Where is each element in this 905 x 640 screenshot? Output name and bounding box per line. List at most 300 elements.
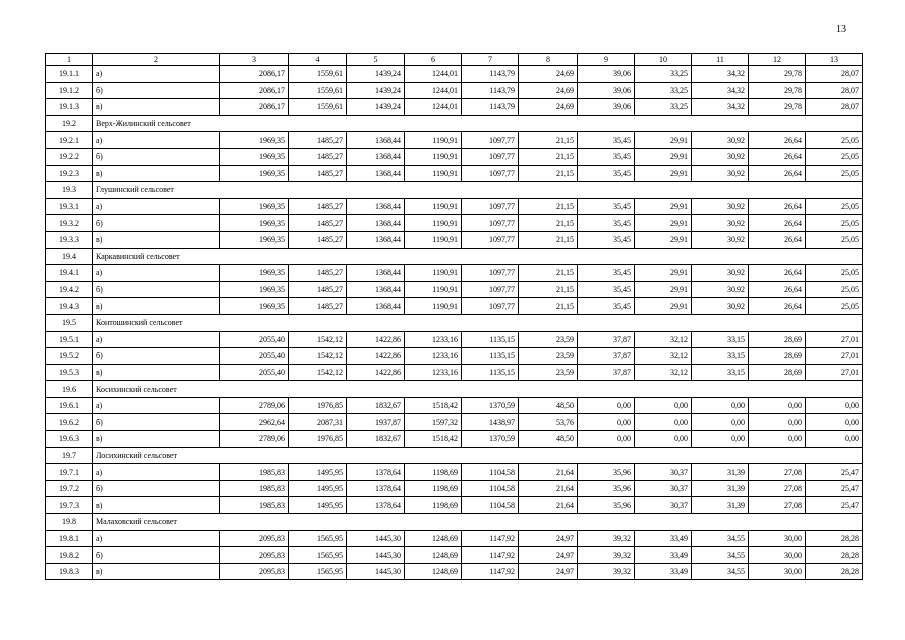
value-cell: 24,69 bbox=[519, 99, 578, 116]
value-cell: 1495,95 bbox=[289, 464, 347, 481]
value-cell: 1190,91 bbox=[405, 231, 462, 248]
value-cell: 34,55 bbox=[692, 547, 749, 564]
row-variant: б) bbox=[93, 82, 220, 99]
value-cell: 1559,61 bbox=[289, 99, 347, 116]
value-cell: 1244,01 bbox=[405, 99, 462, 116]
value-cell: 25,47 bbox=[806, 480, 863, 497]
value-cell: 21,15 bbox=[519, 215, 578, 232]
value-cell: 0,00 bbox=[578, 414, 635, 431]
value-cell: 29,78 bbox=[749, 82, 806, 99]
value-cell: 30,92 bbox=[692, 298, 749, 315]
value-cell: 1485,27 bbox=[289, 215, 347, 232]
section-row bbox=[46, 314, 863, 331]
value-cell: 1104,58 bbox=[462, 464, 519, 481]
value-cell: 0,00 bbox=[806, 397, 863, 414]
value-cell: 25,05 bbox=[806, 281, 863, 298]
value-cell: 1143,79 bbox=[462, 99, 519, 116]
value-cell: 1190,91 bbox=[405, 298, 462, 315]
value-cell: 33,15 bbox=[692, 364, 749, 381]
page-number: 13 bbox=[836, 24, 846, 35]
value-cell: 21,15 bbox=[519, 231, 578, 248]
row-code: 19.5 bbox=[46, 314, 93, 331]
value-cell: 28,28 bbox=[806, 530, 863, 547]
value-cell: 1198,69 bbox=[405, 497, 462, 514]
section-row bbox=[46, 115, 863, 132]
value-cell: 1485,27 bbox=[289, 165, 347, 182]
value-cell: 0,00 bbox=[806, 431, 863, 448]
row-code: 19.8.2 bbox=[46, 547, 93, 564]
row-variant: в) bbox=[93, 298, 220, 315]
value-cell: 1097,77 bbox=[462, 231, 519, 248]
value-cell: 34,32 bbox=[692, 66, 749, 83]
value-cell: 1143,79 bbox=[462, 66, 519, 83]
value-cell: 25,47 bbox=[806, 497, 863, 514]
value-cell: 1097,77 bbox=[462, 132, 519, 149]
value-cell: 1969,35 bbox=[220, 265, 289, 282]
value-cell: 0,00 bbox=[635, 397, 692, 414]
value-cell: 1248,69 bbox=[405, 530, 462, 547]
value-cell: 1485,27 bbox=[289, 281, 347, 298]
value-cell: 1190,91 bbox=[405, 215, 462, 232]
value-cell: 31,39 bbox=[692, 480, 749, 497]
value-cell: 1368,44 bbox=[347, 265, 405, 282]
row-variant: а) bbox=[93, 464, 220, 481]
value-cell: 1445,30 bbox=[347, 530, 405, 547]
row-variant: б) bbox=[93, 480, 220, 497]
value-cell: 0,00 bbox=[692, 397, 749, 414]
row-code: 19.8 bbox=[46, 514, 93, 531]
column-number: 9 bbox=[578, 54, 635, 66]
value-cell: 1368,44 bbox=[347, 215, 405, 232]
value-cell: 26,64 bbox=[749, 132, 806, 149]
value-cell: 0,00 bbox=[635, 431, 692, 448]
table-row bbox=[46, 530, 863, 547]
value-cell: 1378,64 bbox=[347, 480, 405, 497]
column-number: 4 bbox=[289, 54, 347, 66]
table-row bbox=[46, 66, 863, 83]
value-cell: 1969,35 bbox=[220, 215, 289, 232]
row-code: 19.2.2 bbox=[46, 148, 93, 165]
value-cell: 2086,17 bbox=[220, 99, 289, 116]
column-number: 13 bbox=[806, 54, 863, 66]
value-cell: 29,91 bbox=[635, 198, 692, 215]
value-cell: 1445,30 bbox=[347, 547, 405, 564]
value-cell: 1559,61 bbox=[289, 66, 347, 83]
row-variant: б) bbox=[93, 348, 220, 365]
section-row bbox=[46, 182, 863, 199]
table-row bbox=[46, 281, 863, 298]
value-cell: 1485,27 bbox=[289, 132, 347, 149]
value-cell: 1969,35 bbox=[220, 231, 289, 248]
value-cell: 35,45 bbox=[578, 298, 635, 315]
value-cell: 2095,83 bbox=[220, 547, 289, 564]
row-code: 19.2.1 bbox=[46, 132, 93, 149]
table-row bbox=[46, 464, 863, 481]
value-cell: 26,64 bbox=[749, 165, 806, 182]
value-cell: 35,45 bbox=[578, 215, 635, 232]
value-cell: 1368,44 bbox=[347, 132, 405, 149]
value-cell: 35,45 bbox=[578, 165, 635, 182]
value-cell: 30,00 bbox=[749, 530, 806, 547]
value-cell: 26,64 bbox=[749, 148, 806, 165]
value-cell: 21,15 bbox=[519, 198, 578, 215]
value-cell: 26,64 bbox=[749, 231, 806, 248]
row-code: 19.7.1 bbox=[46, 464, 93, 481]
value-cell: 29,91 bbox=[635, 215, 692, 232]
row-variant: б) bbox=[93, 547, 220, 564]
value-cell: 2789,06 bbox=[220, 431, 289, 448]
row-variant: в) bbox=[93, 99, 220, 116]
value-cell: 1190,91 bbox=[405, 132, 462, 149]
value-cell: 30,92 bbox=[692, 231, 749, 248]
value-cell: 35,45 bbox=[578, 231, 635, 248]
row-variant: а) bbox=[93, 132, 220, 149]
value-cell: 1248,69 bbox=[405, 547, 462, 564]
value-cell: 39,32 bbox=[578, 563, 635, 580]
value-cell: 39,32 bbox=[578, 547, 635, 564]
row-variant: б) bbox=[93, 148, 220, 165]
row-variant: а) bbox=[93, 66, 220, 83]
row-variant: в) bbox=[93, 231, 220, 248]
row-variant: в) bbox=[93, 431, 220, 448]
value-cell: 1378,64 bbox=[347, 464, 405, 481]
value-cell: 1985,83 bbox=[220, 497, 289, 514]
value-cell: 0,00 bbox=[749, 397, 806, 414]
value-cell: 48,50 bbox=[519, 397, 578, 414]
value-cell: 1097,77 bbox=[462, 165, 519, 182]
value-cell: 53,76 bbox=[519, 414, 578, 431]
value-cell: 1422,86 bbox=[347, 331, 405, 348]
value-cell: 33,25 bbox=[635, 82, 692, 99]
value-cell: 39,06 bbox=[578, 66, 635, 83]
row-code: 19.6.2 bbox=[46, 414, 93, 431]
value-cell: 35,45 bbox=[578, 265, 635, 282]
value-cell: 29,91 bbox=[635, 148, 692, 165]
value-cell: 28,07 bbox=[806, 82, 863, 99]
value-cell: 27,08 bbox=[749, 480, 806, 497]
value-cell: 30,37 bbox=[635, 480, 692, 497]
row-code: 19.6 bbox=[46, 381, 93, 398]
value-cell: 1143,79 bbox=[462, 82, 519, 99]
value-cell: 1097,77 bbox=[462, 198, 519, 215]
value-cell: 1439,24 bbox=[347, 82, 405, 99]
value-cell: 2789,06 bbox=[220, 397, 289, 414]
value-cell: 1985,83 bbox=[220, 464, 289, 481]
value-cell: 1135,15 bbox=[462, 364, 519, 381]
value-cell: 1969,35 bbox=[220, 298, 289, 315]
value-cell: 1495,95 bbox=[289, 480, 347, 497]
value-cell: 30,92 bbox=[692, 281, 749, 298]
value-cell: 30,37 bbox=[635, 464, 692, 481]
column-number: 2 bbox=[93, 54, 220, 66]
value-cell: 1198,69 bbox=[405, 480, 462, 497]
value-cell: 29,91 bbox=[635, 265, 692, 282]
value-cell: 1969,35 bbox=[220, 132, 289, 149]
value-cell: 31,39 bbox=[692, 497, 749, 514]
value-cell: 1518,42 bbox=[405, 431, 462, 448]
row-variant: б) bbox=[93, 281, 220, 298]
value-cell: 1147,92 bbox=[462, 563, 519, 580]
value-cell: 39,06 bbox=[578, 82, 635, 99]
value-cell: 35,96 bbox=[578, 480, 635, 497]
value-cell: 1147,92 bbox=[462, 530, 519, 547]
value-cell: 1097,77 bbox=[462, 148, 519, 165]
table-body bbox=[46, 54, 863, 580]
value-cell: 25,05 bbox=[806, 198, 863, 215]
value-cell: 23,59 bbox=[519, 364, 578, 381]
value-cell: 1422,86 bbox=[347, 348, 405, 365]
table-row bbox=[46, 414, 863, 431]
table-row bbox=[46, 215, 863, 232]
value-cell: 28,69 bbox=[749, 348, 806, 365]
value-cell: 24,97 bbox=[519, 530, 578, 547]
column-number: 11 bbox=[692, 54, 749, 66]
value-cell: 1368,44 bbox=[347, 148, 405, 165]
value-cell: 2055,40 bbox=[220, 331, 289, 348]
section-title: Глушинский сельсовет bbox=[93, 182, 863, 199]
value-cell: 21,15 bbox=[519, 265, 578, 282]
value-cell: 33,49 bbox=[635, 563, 692, 580]
row-code: 19.2.3 bbox=[46, 165, 93, 182]
value-cell: 2095,83 bbox=[220, 563, 289, 580]
value-cell: 1233,16 bbox=[405, 348, 462, 365]
row-variant: в) bbox=[93, 165, 220, 182]
value-cell: 1422,86 bbox=[347, 364, 405, 381]
table-row bbox=[46, 298, 863, 315]
value-cell: 1104,58 bbox=[462, 497, 519, 514]
row-variant: в) bbox=[93, 364, 220, 381]
value-cell: 28,69 bbox=[749, 331, 806, 348]
value-cell: 21,64 bbox=[519, 464, 578, 481]
column-number: 8 bbox=[519, 54, 578, 66]
value-cell: 0,00 bbox=[806, 414, 863, 431]
value-cell: 25,05 bbox=[806, 215, 863, 232]
value-cell: 1135,15 bbox=[462, 331, 519, 348]
value-cell: 1445,30 bbox=[347, 563, 405, 580]
value-cell: 1248,69 bbox=[405, 563, 462, 580]
value-cell: 30,92 bbox=[692, 165, 749, 182]
column-number-row bbox=[46, 54, 863, 66]
value-cell: 25,05 bbox=[806, 298, 863, 315]
value-cell: 32,12 bbox=[635, 364, 692, 381]
value-cell: 30,37 bbox=[635, 497, 692, 514]
value-cell: 1542,12 bbox=[289, 331, 347, 348]
table-row bbox=[46, 82, 863, 99]
value-cell: 27,08 bbox=[749, 497, 806, 514]
value-cell: 2055,40 bbox=[220, 348, 289, 365]
value-cell: 26,64 bbox=[749, 265, 806, 282]
value-cell: 33,15 bbox=[692, 331, 749, 348]
value-cell: 1565,95 bbox=[289, 530, 347, 547]
row-code: 19.3.1 bbox=[46, 198, 93, 215]
tariff-table bbox=[45, 53, 863, 580]
value-cell: 1368,44 bbox=[347, 198, 405, 215]
value-cell: 2086,17 bbox=[220, 66, 289, 83]
value-cell: 29,78 bbox=[749, 66, 806, 83]
value-cell: 1368,44 bbox=[347, 298, 405, 315]
value-cell: 1368,44 bbox=[347, 231, 405, 248]
table-row bbox=[46, 364, 863, 381]
value-cell: 29,91 bbox=[635, 281, 692, 298]
value-cell: 1969,35 bbox=[220, 165, 289, 182]
value-cell: 1190,91 bbox=[405, 281, 462, 298]
value-cell: 34,32 bbox=[692, 99, 749, 116]
row-code: 19.4.1 bbox=[46, 265, 93, 282]
row-code: 19.7.3 bbox=[46, 497, 93, 514]
table-row bbox=[46, 480, 863, 497]
value-cell: 0,00 bbox=[749, 414, 806, 431]
value-cell: 29,91 bbox=[635, 132, 692, 149]
row-code: 19.8.1 bbox=[46, 530, 93, 547]
table-row bbox=[46, 265, 863, 282]
value-cell: 0,00 bbox=[635, 414, 692, 431]
value-cell: 33,15 bbox=[692, 348, 749, 365]
value-cell: 1597,32 bbox=[405, 414, 462, 431]
value-cell: 35,96 bbox=[578, 464, 635, 481]
value-cell: 26,64 bbox=[749, 198, 806, 215]
value-cell: 1485,27 bbox=[289, 298, 347, 315]
value-cell: 2087,31 bbox=[289, 414, 347, 431]
column-number: 6 bbox=[405, 54, 462, 66]
value-cell: 34,55 bbox=[692, 530, 749, 547]
row-code: 19.4.3 bbox=[46, 298, 93, 315]
value-cell: 1190,91 bbox=[405, 165, 462, 182]
value-cell: 27,01 bbox=[806, 348, 863, 365]
value-cell: 1147,92 bbox=[462, 547, 519, 564]
value-cell: 26,64 bbox=[749, 215, 806, 232]
value-cell: 0,00 bbox=[578, 431, 635, 448]
value-cell: 24,97 bbox=[519, 563, 578, 580]
value-cell: 1244,01 bbox=[405, 66, 462, 83]
value-cell: 21,15 bbox=[519, 165, 578, 182]
table-row bbox=[46, 165, 863, 182]
value-cell: 34,32 bbox=[692, 82, 749, 99]
table-row bbox=[46, 547, 863, 564]
value-cell: 39,32 bbox=[578, 530, 635, 547]
value-cell: 27,01 bbox=[806, 331, 863, 348]
value-cell: 1969,35 bbox=[220, 148, 289, 165]
value-cell: 1097,77 bbox=[462, 298, 519, 315]
value-cell: 26,64 bbox=[749, 281, 806, 298]
table-row bbox=[46, 99, 863, 116]
section-row bbox=[46, 514, 863, 531]
value-cell: 1233,16 bbox=[405, 331, 462, 348]
value-cell: 24,69 bbox=[519, 66, 578, 83]
value-cell: 1969,35 bbox=[220, 281, 289, 298]
value-cell: 29,78 bbox=[749, 99, 806, 116]
column-number: 3 bbox=[220, 54, 289, 66]
row-variant: а) bbox=[93, 530, 220, 547]
value-cell: 1190,91 bbox=[405, 198, 462, 215]
row-variant: б) bbox=[93, 414, 220, 431]
value-cell: 21,64 bbox=[519, 480, 578, 497]
value-cell: 24,69 bbox=[519, 82, 578, 99]
row-code: 19.5.2 bbox=[46, 348, 93, 365]
value-cell: 0,00 bbox=[692, 414, 749, 431]
value-cell: 23,59 bbox=[519, 331, 578, 348]
row-variant: в) bbox=[93, 563, 220, 580]
row-code: 19.6.3 bbox=[46, 431, 93, 448]
table-row bbox=[46, 348, 863, 365]
value-cell: 33,25 bbox=[635, 99, 692, 116]
row-code: 19.1.1 bbox=[46, 66, 93, 83]
table-row bbox=[46, 198, 863, 215]
value-cell: 25,05 bbox=[806, 231, 863, 248]
value-cell: 1370,59 bbox=[462, 397, 519, 414]
section-row bbox=[46, 447, 863, 464]
value-cell: 1518,42 bbox=[405, 397, 462, 414]
value-cell: 1565,95 bbox=[289, 547, 347, 564]
value-cell: 1378,64 bbox=[347, 497, 405, 514]
row-code: 19.4 bbox=[46, 248, 93, 265]
value-cell: 21,64 bbox=[519, 497, 578, 514]
value-cell: 25,05 bbox=[806, 165, 863, 182]
table-row bbox=[46, 148, 863, 165]
value-cell: 28,28 bbox=[806, 547, 863, 564]
row-code: 19.3 bbox=[46, 182, 93, 199]
value-cell: 35,45 bbox=[578, 198, 635, 215]
value-cell: 1542,12 bbox=[289, 364, 347, 381]
section-row bbox=[46, 248, 863, 265]
value-cell: 30,92 bbox=[692, 265, 749, 282]
value-cell: 30,92 bbox=[692, 132, 749, 149]
table-row bbox=[46, 231, 863, 248]
value-cell: 1097,77 bbox=[462, 265, 519, 282]
value-cell: 25,05 bbox=[806, 132, 863, 149]
value-cell: 28,69 bbox=[749, 364, 806, 381]
table-row bbox=[46, 431, 863, 448]
value-cell: 35,45 bbox=[578, 132, 635, 149]
section-row bbox=[46, 381, 863, 398]
value-cell: 1368,44 bbox=[347, 165, 405, 182]
value-cell: 1976,85 bbox=[289, 397, 347, 414]
row-code: 19.2 bbox=[46, 115, 93, 132]
value-cell: 2095,83 bbox=[220, 530, 289, 547]
value-cell: 48,50 bbox=[519, 431, 578, 448]
section-title: Лосихинский сельсовет bbox=[93, 447, 863, 464]
value-cell: 1439,24 bbox=[347, 99, 405, 116]
value-cell: 1542,12 bbox=[289, 348, 347, 365]
value-cell: 1485,27 bbox=[289, 198, 347, 215]
value-cell: 1976,85 bbox=[289, 431, 347, 448]
value-cell: 35,45 bbox=[578, 281, 635, 298]
value-cell: 1985,83 bbox=[220, 480, 289, 497]
value-cell: 1439,24 bbox=[347, 66, 405, 83]
value-cell: 35,96 bbox=[578, 497, 635, 514]
value-cell: 30,92 bbox=[692, 198, 749, 215]
value-cell: 27,01 bbox=[806, 364, 863, 381]
row-code: 19.4.2 bbox=[46, 281, 93, 298]
value-cell: 0,00 bbox=[578, 397, 635, 414]
table-row bbox=[46, 497, 863, 514]
value-cell: 1495,95 bbox=[289, 497, 347, 514]
row-variant: а) bbox=[93, 397, 220, 414]
value-cell: 37,87 bbox=[578, 348, 635, 365]
row-variant: а) bbox=[93, 265, 220, 282]
value-cell: 1097,77 bbox=[462, 215, 519, 232]
value-cell: 30,92 bbox=[692, 148, 749, 165]
value-cell: 21,15 bbox=[519, 298, 578, 315]
value-cell: 1969,35 bbox=[220, 198, 289, 215]
value-cell: 28,07 bbox=[806, 66, 863, 83]
value-cell: 0,00 bbox=[692, 431, 749, 448]
value-cell: 25,47 bbox=[806, 464, 863, 481]
column-number: 7 bbox=[462, 54, 519, 66]
value-cell: 1198,69 bbox=[405, 464, 462, 481]
table-row bbox=[46, 397, 863, 414]
value-cell: 30,92 bbox=[692, 215, 749, 232]
value-cell: 1368,44 bbox=[347, 281, 405, 298]
